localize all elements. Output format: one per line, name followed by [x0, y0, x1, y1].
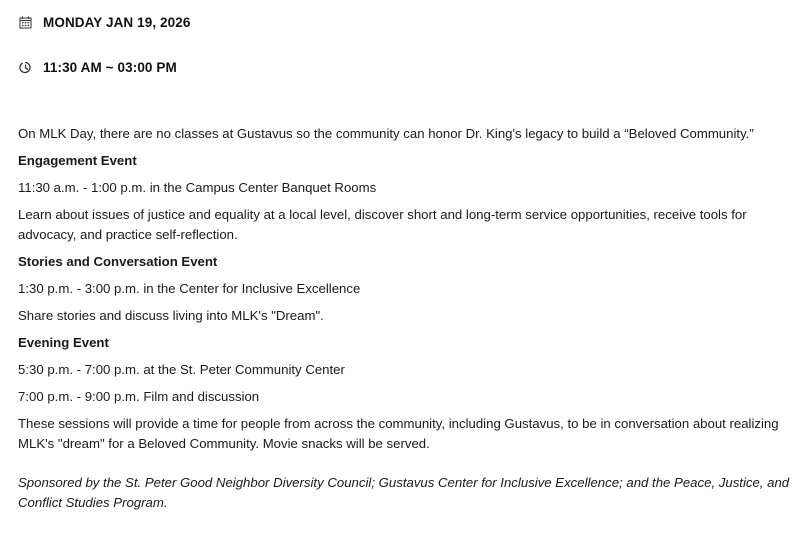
sponsor-text: Sponsored by the St. Peter Good Neighbor Diversity Council; Gustavus Center for Inclusive Excellence; and the Peace, Justice, and Conflict Studies Program. [18, 475, 790, 510]
stories-time-place: 1:30 p.m. - 3:00 p.m. in the Center for Inclusive Excellence [18, 281, 361, 296]
event-time-text: 11:30 AM ~ 03:00 PM [43, 60, 177, 75]
calendar-icon [18, 16, 32, 30]
evening-time-place-1: 5:30 p.m. - 7:00 p.m. at the St. Peter Community Center [18, 362, 345, 377]
event-date-text: MONDAY JAN 19, 2026 [43, 15, 191, 30]
evening-time-place-2: 7:00 p.m. - 9:00 p.m. Film and discussion [18, 389, 260, 404]
event-time [18, 60, 177, 75]
engagement-heading: Engagement Event [18, 153, 137, 168]
evening-text: These sessions will provide a time for people from across the community, including Gustavus, to be in conversation about realizing MLK's "dream" for a Beloved Community. Movie snacks will be served. [18, 416, 779, 451]
engagement-text: Learn about issues of justice and equality at a local level, discover short and long-term service opportunities, receive tools for advocacy, and practice self-reflection. [18, 207, 747, 242]
stories-heading: Stories and Conversation Event [18, 254, 218, 269]
intro-text: On MLK Day, there are no classes at Gustavus so the community can honor Dr. King's legacy to build a “Beloved Community.” [18, 126, 754, 141]
stories-text: Share stories and discuss living into MLK's "Dream". [18, 308, 324, 323]
event-date [18, 15, 190, 30]
clock-icon [18, 61, 32, 75]
engagement-time-place: 11:30 a.m. - 1:00 p.m. in the Campus Center Banquet Rooms [18, 180, 377, 195]
event-description [18, 124, 790, 520]
evening-heading: Evening Event [18, 335, 109, 350]
